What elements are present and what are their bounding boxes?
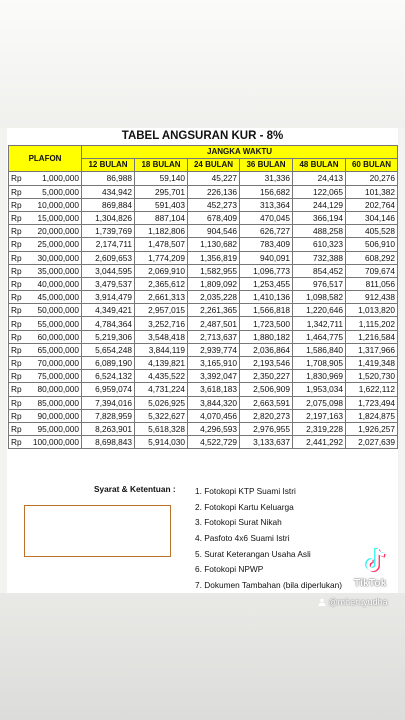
installment-cell: 2,075,098	[293, 396, 346, 409]
term-header: 36 BULAN	[240, 159, 293, 172]
requirement-item: 5. Surat Keterangan Usaha Asli	[195, 548, 311, 559]
installment-cell: 3,618,183	[188, 383, 240, 396]
installment-cell: 6,959,074	[82, 383, 135, 396]
currency-cell: Rp	[9, 409, 25, 422]
installment-cell: 3,844,320	[188, 396, 240, 409]
installment-cell: 1,216,584	[346, 330, 398, 343]
currency-cell: Rp	[9, 291, 25, 304]
table-row	[9, 291, 398, 304]
currency-cell: Rp	[9, 436, 25, 449]
installment-cell: 488,258	[293, 225, 346, 238]
installment-cell: 610,323	[293, 238, 346, 251]
installment-cell: 1,356,819	[188, 251, 240, 264]
installment-cell: 4,349,421	[82, 304, 135, 317]
installment-cell: 1,182,806	[135, 225, 188, 238]
installment-cell: 5,618,328	[135, 422, 188, 435]
installment-cell: 304,146	[346, 211, 398, 224]
installment-cell: 678,409	[188, 211, 240, 224]
table-row	[9, 357, 398, 370]
installment-cell: 2,365,612	[135, 277, 188, 290]
installment-cell: 1,013,820	[346, 304, 398, 317]
currency-cell: Rp	[9, 185, 25, 198]
installment-cell: 1,809,092	[188, 277, 240, 290]
installment-cell: 405,528	[346, 225, 398, 238]
installment-cell: 3,479,537	[82, 277, 135, 290]
installment-cell: 226,136	[188, 185, 240, 198]
installment-cell: 1,582,955	[188, 264, 240, 277]
installment-cell: 5,322,627	[135, 409, 188, 422]
installment-cell: 5,914,030	[135, 436, 188, 449]
installment-cell: 976,517	[293, 277, 346, 290]
installment-cell: 1,342,711	[293, 317, 346, 330]
installment-cell: 2,663,591	[240, 396, 293, 409]
currency-cell: Rp	[9, 238, 25, 251]
installment-cell: 940,091	[240, 251, 293, 264]
plafon-cell: 55,000,000	[25, 317, 82, 330]
installment-cell: 2,713,637	[188, 330, 240, 343]
installment-cell: 3,392,047	[188, 370, 240, 383]
installment-cell: 4,296,593	[188, 422, 240, 435]
installment-cell: 3,133,637	[240, 436, 293, 449]
installment-cell: 6,089,190	[82, 357, 135, 370]
installment-cell: 202,764	[346, 198, 398, 211]
installment-cell: 1,410,136	[240, 291, 293, 304]
installment-table	[8, 145, 398, 449]
requirement-item: 4. Pasfoto 4x6 Suami Istri	[195, 533, 290, 544]
installment-cell: 3,165,910	[188, 357, 240, 370]
currency-cell: Rp	[9, 211, 25, 224]
installment-cell: 1,115,202	[346, 317, 398, 330]
installment-cell: 2,261,365	[188, 304, 240, 317]
installment-cell: 854,452	[293, 264, 346, 277]
installment-cell: 1,220,646	[293, 304, 346, 317]
plafon-cell: 30,000,000	[25, 251, 82, 264]
plafon-cell: 45,000,000	[25, 291, 82, 304]
installment-cell: 3,914,479	[82, 291, 135, 304]
installment-cell: 2,069,910	[135, 264, 188, 277]
table-row	[9, 317, 398, 330]
installment-cell: 4,070,456	[188, 409, 240, 422]
installment-cell: 1,774,209	[135, 251, 188, 264]
installment-cell: 20,276	[346, 172, 398, 185]
plafon-cell: 40,000,000	[25, 277, 82, 290]
term-header: 24 BULAN	[188, 159, 240, 172]
plafon-cell: 10,000,000	[25, 198, 82, 211]
term-header: 12 BULAN	[82, 159, 135, 172]
currency-cell: Rp	[9, 198, 25, 211]
currency-cell: Rp	[9, 225, 25, 238]
background-bottom	[0, 593, 405, 720]
installment-cell: 1,130,682	[188, 238, 240, 251]
installment-cell: 2,027,639	[346, 436, 398, 449]
installment-cell: 5,654,248	[82, 343, 135, 356]
installment-cell: 1,708,905	[293, 357, 346, 370]
installment-cell: 1,253,455	[240, 277, 293, 290]
table-row	[9, 198, 398, 211]
installment-cell: 1,723,494	[346, 396, 398, 409]
installment-cell: 3,044,595	[82, 264, 135, 277]
tiktok-note-icon	[364, 546, 390, 576]
user-handle-text: @mheruyudha	[328, 597, 388, 607]
installment-cell: 5,026,925	[135, 396, 188, 409]
table-row	[9, 409, 398, 422]
term-header: 60 BULAN	[346, 159, 398, 172]
table-row	[9, 238, 398, 251]
installment-cell: 811,056	[346, 277, 398, 290]
table-row	[9, 383, 398, 396]
requirement-item: 6. Fotokopi NPWP	[195, 564, 264, 575]
installment-cell: 2,197,163	[293, 409, 346, 422]
installment-cell: 1,830,969	[293, 370, 346, 383]
installment-cell: 2,319,228	[293, 422, 346, 435]
currency-cell: Rp	[9, 330, 25, 343]
installment-cell: 4,522,729	[188, 436, 240, 449]
installment-cell: 2,976,955	[240, 422, 293, 435]
installment-cell: 452,273	[188, 198, 240, 211]
table-row	[9, 264, 398, 277]
installment-cell: 1,304,826	[82, 211, 135, 224]
installment-cell: 8,263,901	[82, 422, 135, 435]
installment-cell: 732,388	[293, 251, 346, 264]
tiktok-brand-text: TikTok	[354, 578, 387, 589]
empty-note-box	[24, 505, 171, 557]
installment-cell: 2,441,292	[293, 436, 346, 449]
installment-cell: 1,478,507	[135, 238, 188, 251]
installment-cell: 59,140	[135, 172, 188, 185]
currency-cell: Rp	[9, 357, 25, 370]
installment-cell: 7,394,016	[82, 396, 135, 409]
table-row	[9, 343, 398, 356]
installment-cell: 1,464,775	[293, 330, 346, 343]
plafon-cell: 65,000,000	[25, 343, 82, 356]
installment-cell: 1,739,769	[82, 225, 135, 238]
installment-cell: 8,698,843	[82, 436, 135, 449]
installment-cell: 313,364	[240, 198, 293, 211]
currency-cell: Rp	[9, 422, 25, 435]
installment-cell: 86,988	[82, 172, 135, 185]
table-title: TABEL ANGSURAN KUR - 8%	[121, 130, 284, 142]
installment-sheet	[7, 128, 398, 593]
installment-cell: 626,727	[240, 225, 293, 238]
plafon-cell: 100,000,000	[25, 436, 82, 449]
installment-cell: 506,910	[346, 238, 398, 251]
currency-cell: Rp	[9, 370, 25, 383]
background-top	[0, 0, 405, 128]
installment-cell: 1,419,348	[346, 357, 398, 370]
jangka-waktu-header: JANGKA WAKTU	[82, 146, 398, 159]
installment-cell: 45,227	[188, 172, 240, 185]
installment-cell: 2,820,273	[240, 409, 293, 422]
table-row	[9, 251, 398, 264]
installment-cell: 7,828,959	[82, 409, 135, 422]
plafon-cell: 75,000,000	[25, 370, 82, 383]
currency-cell: Rp	[9, 317, 25, 330]
installment-cell: 1,566,818	[240, 304, 293, 317]
table-row	[9, 211, 398, 224]
installment-cell: 1,586,840	[293, 343, 346, 356]
requirement-item: 3. Fotokopi Surat Nikah	[195, 517, 282, 528]
installment-cell: 1,723,500	[240, 317, 293, 330]
syarat-label: Syarat & Ketentuan :	[94, 484, 176, 494]
installment-cell: 4,139,821	[135, 357, 188, 370]
installment-cell: 434,942	[82, 185, 135, 198]
plafon-cell: 5,000,000	[25, 185, 82, 198]
installment-cell: 783,409	[240, 238, 293, 251]
installment-cell: 31,336	[240, 172, 293, 185]
installment-cell: 1,824,875	[346, 409, 398, 422]
installment-cell: 470,045	[240, 211, 293, 224]
currency-cell: Rp	[9, 383, 25, 396]
plafon-cell: 15,000,000	[25, 211, 82, 224]
installment-cell: 709,674	[346, 264, 398, 277]
installment-cell: 24,413	[293, 172, 346, 185]
installment-cell: 904,546	[188, 225, 240, 238]
installment-cell: 608,292	[346, 251, 398, 264]
currency-cell: Rp	[9, 264, 25, 277]
installment-cell: 2,174,711	[82, 238, 135, 251]
installment-cell: 1,098,582	[293, 291, 346, 304]
tiktok-user-handle	[318, 597, 388, 607]
installment-cell: 3,548,418	[135, 330, 188, 343]
table-row	[9, 436, 398, 449]
table-row	[9, 396, 398, 409]
installment-cell: 887,104	[135, 211, 188, 224]
installment-cell: 2,939,774	[188, 343, 240, 356]
installment-cell: 6,524,132	[82, 370, 135, 383]
plafon-cell: 50,000,000	[25, 304, 82, 317]
plafon-cell: 20,000,000	[25, 225, 82, 238]
installment-cell: 101,382	[346, 185, 398, 198]
installment-cell: 2,506,909	[240, 383, 293, 396]
installment-cell: 912,438	[346, 291, 398, 304]
installment-cell: 869,884	[82, 198, 135, 211]
plafon-cell: 90,000,000	[25, 409, 82, 422]
installment-cell: 1,880,182	[240, 330, 293, 343]
installment-cell: 1,520,730	[346, 370, 398, 383]
table-row	[9, 370, 398, 383]
plafon-cell: 60,000,000	[25, 330, 82, 343]
installment-cell: 2,035,228	[188, 291, 240, 304]
installment-cell: 2,193,546	[240, 357, 293, 370]
term-header: 48 BULAN	[293, 159, 346, 172]
installment-cell: 122,065	[293, 185, 346, 198]
installment-cell: 244,129	[293, 198, 346, 211]
plafon-cell: 80,000,000	[25, 383, 82, 396]
table-row	[9, 225, 398, 238]
installment-cell: 2,036,864	[240, 343, 293, 356]
user-icon	[318, 598, 326, 606]
requirements-list	[195, 484, 342, 594]
installment-cell: 1,926,257	[346, 422, 398, 435]
requirement-item: 1. Fotokopi KTP Suami Istri	[195, 486, 296, 496]
installment-cell: 156,682	[240, 185, 293, 198]
installment-cell: 2,609,653	[82, 251, 135, 264]
table-row	[9, 185, 398, 198]
installment-cell: 295,701	[135, 185, 188, 198]
installment-cell: 2,487,501	[188, 317, 240, 330]
installment-cell: 3,252,716	[135, 317, 188, 330]
installment-cell: 2,661,313	[135, 291, 188, 304]
plafon-cell: 70,000,000	[25, 357, 82, 370]
term-header: 18 BULAN	[135, 159, 188, 172]
table-row	[9, 422, 398, 435]
installment-cell: 4,731,224	[135, 383, 188, 396]
plafon-cell: 95,000,000	[25, 422, 82, 435]
installment-cell: 2,957,015	[135, 304, 188, 317]
currency-cell: Rp	[9, 172, 25, 185]
installment-cell: 2,350,227	[240, 370, 293, 383]
installment-cell: 5,219,306	[82, 330, 135, 343]
requirement-item: 2. Fotokopi Kartu Keluarga	[195, 501, 294, 512]
installment-cell: 3,844,119	[135, 343, 188, 356]
plafon-cell: 85,000,000	[25, 396, 82, 409]
installment-cell: 4,435,522	[135, 370, 188, 383]
table-row	[9, 304, 398, 317]
plafon-cell: 35,000,000	[25, 264, 82, 277]
plafon-cell: 1,000,000	[25, 172, 82, 185]
currency-cell: Rp	[9, 396, 25, 409]
currency-cell: Rp	[9, 343, 25, 356]
table-row	[9, 330, 398, 343]
currency-cell: Rp	[9, 277, 25, 290]
installment-cell: 4,784,364	[82, 317, 135, 330]
currency-cell: Rp	[9, 251, 25, 264]
installment-cell: 1,317,966	[346, 343, 398, 356]
installment-cell: 1,096,773	[240, 264, 293, 277]
installment-cell: 1,622,112	[346, 383, 398, 396]
installment-cell: 366,194	[293, 211, 346, 224]
installment-cell: 591,403	[135, 198, 188, 211]
plafon-cell: 25,000,000	[25, 238, 82, 251]
table-row	[9, 172, 398, 185]
requirement-item: 7. Dokumen Tambahan (bila diperlukan)	[195, 580, 342, 591]
plafon-header: PLAFON	[9, 146, 82, 172]
installment-cell: 1,953,034	[293, 383, 346, 396]
currency-cell: Rp	[9, 304, 25, 317]
table-row	[9, 277, 398, 290]
